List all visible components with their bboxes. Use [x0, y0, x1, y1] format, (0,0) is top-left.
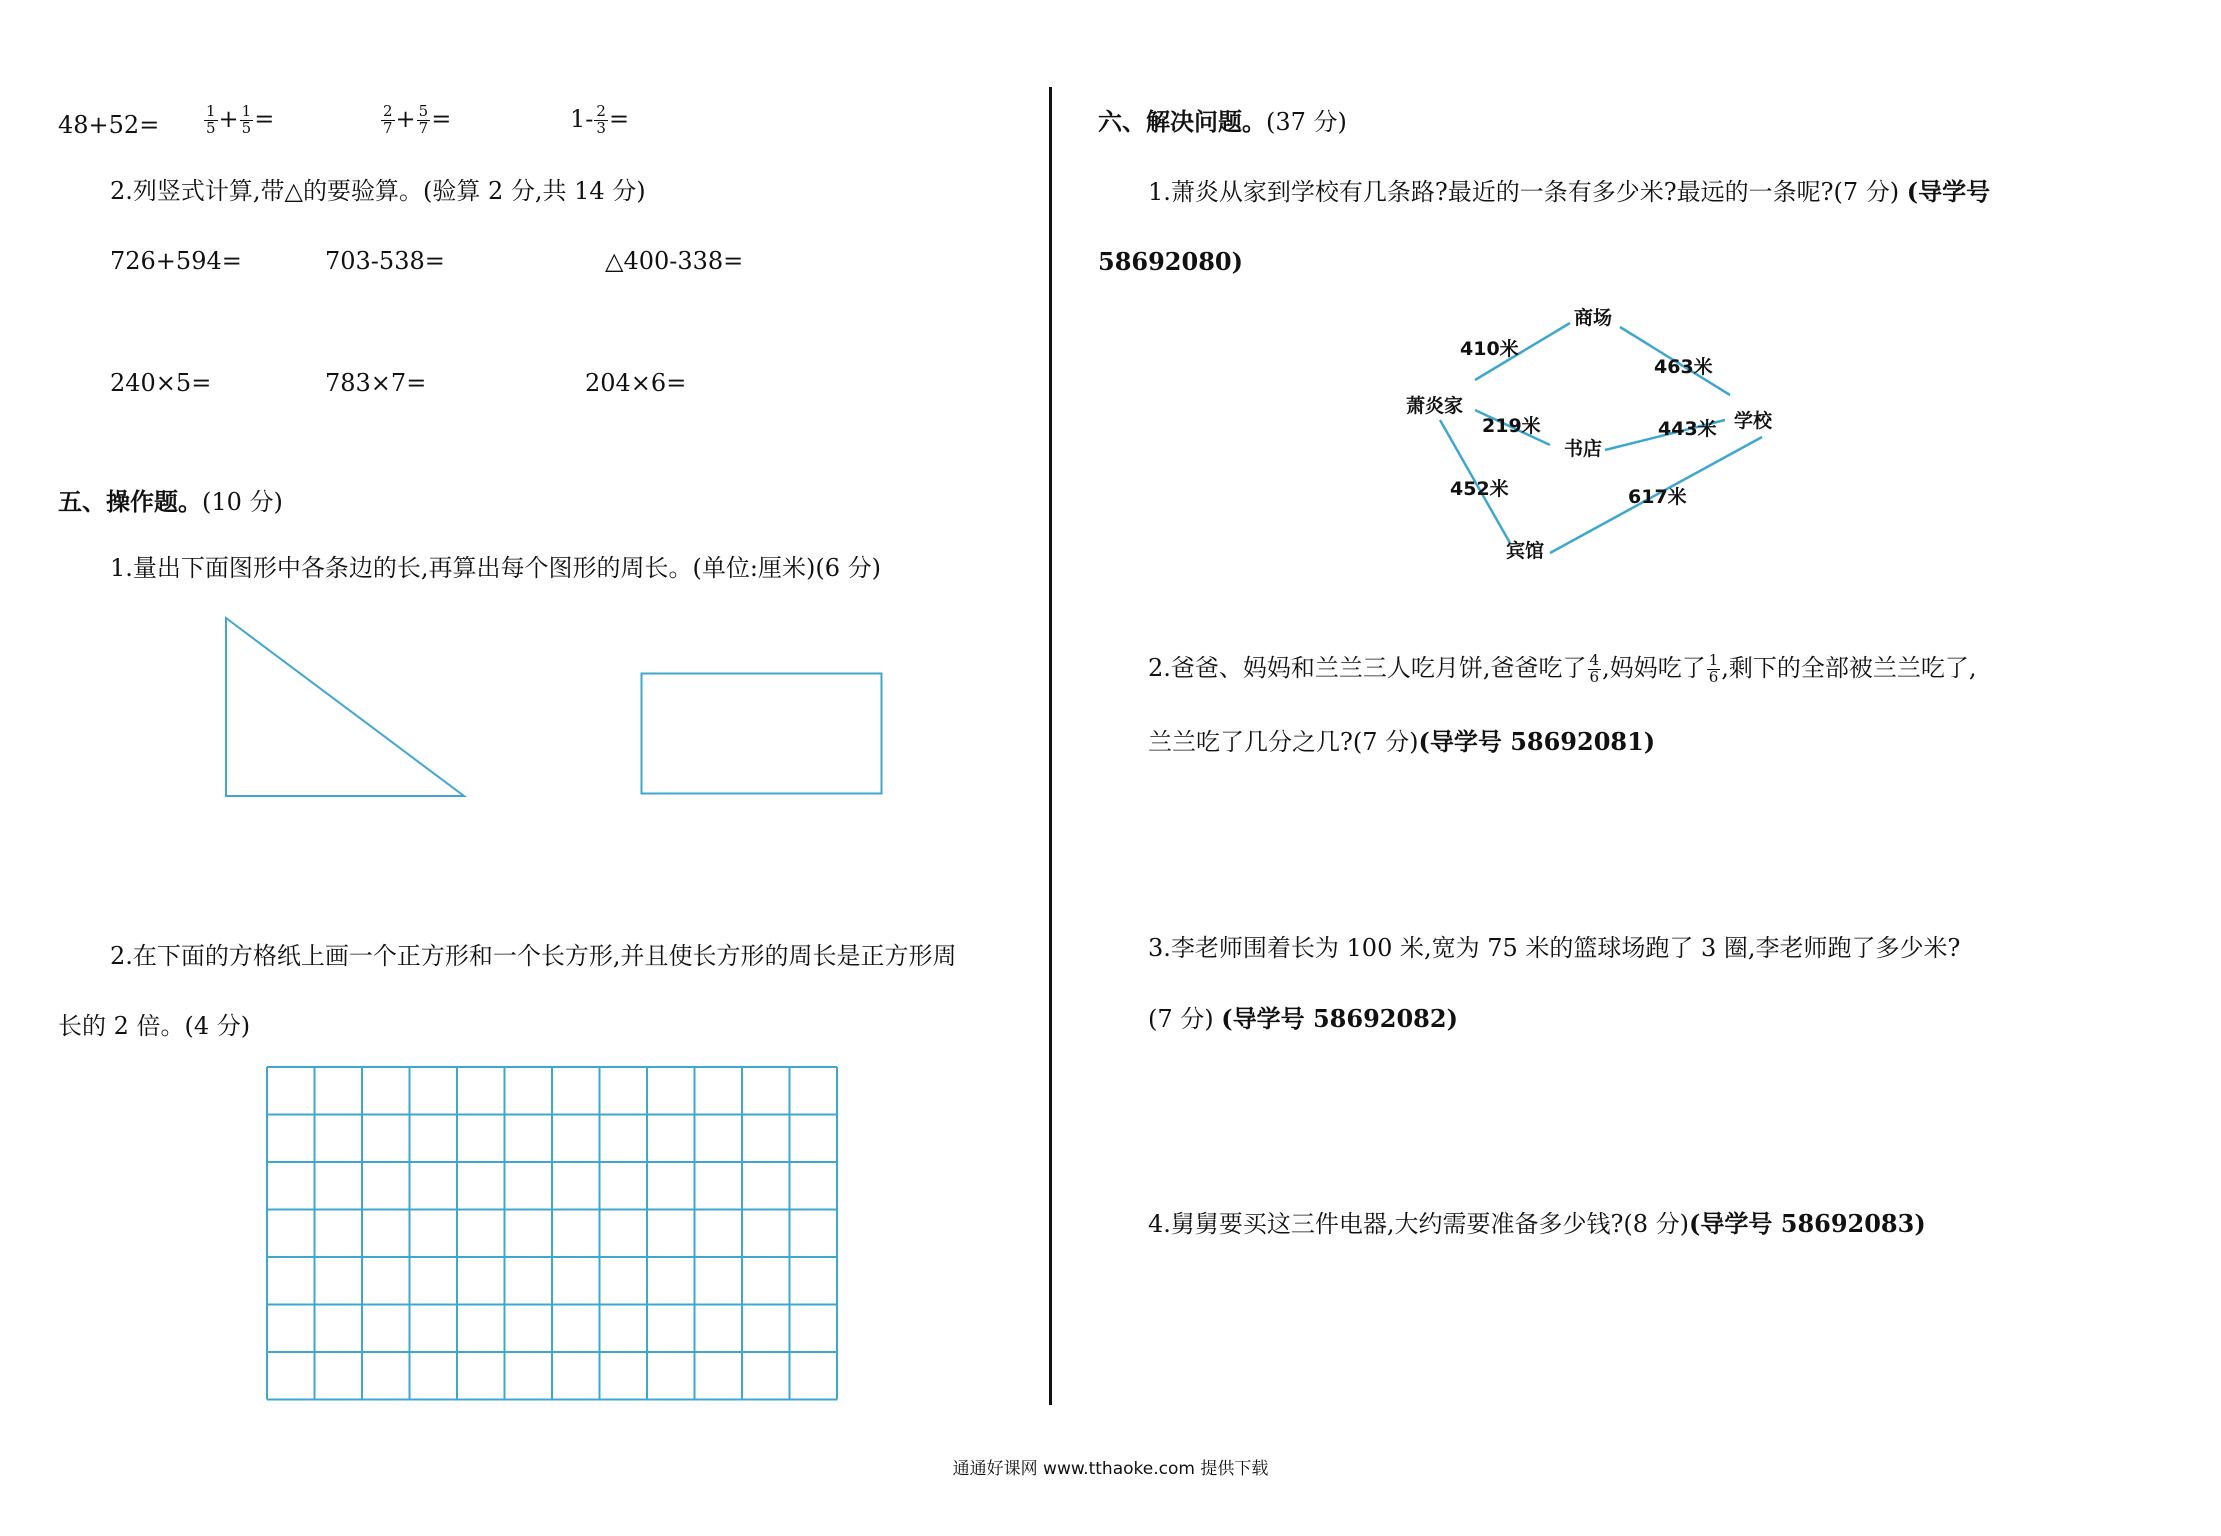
section-5-heading: 五、操作题。(10 分): [58, 487, 283, 516]
oral-expr-2: $\frac{1}{5}$ + $\frac{1}{5}$ =: [206, 102, 275, 137]
vertical-calc-title: 2.列竖式计算,带△的要验算。(验算 2 分,共 14 分): [110, 177, 646, 205]
fraction: $\frac{5}{7}$: [418, 102, 429, 137]
column-divider: [1049, 87, 1052, 1405]
fraction: $\frac{2}{7}$: [383, 102, 393, 137]
map-label-bookstore: 书店: [1564, 438, 1603, 460]
grid-paper: [265, 1065, 845, 1405]
oral-expr-3: $\frac{2}{7}$ + $\frac{5}{7}$ =: [383, 102, 452, 137]
oral-expr-4: 1- $\frac{2}{3}$ =: [570, 102, 630, 137]
question-5-1: 1.量出下面图形中各条边的长,再算出每个图形的周长。(单位:厘米)(6 分): [110, 554, 881, 582]
distance-label: 463米: [1654, 356, 1713, 378]
distance-label: 452米: [1450, 478, 1509, 500]
calc-expr: △400-338=: [605, 247, 744, 275]
question-6-1-line1: 1.萧炎从家到学校有几条路?最近的一条有多少米?最远的一条呢?(7 分) (导学号: [1148, 177, 1991, 206]
map-label-school: 学校: [1734, 410, 1773, 432]
question-6-2-line1: 2.爸爸、妈妈和兰兰三人吃月饼,爸爸吃了 $\frac{4}{6}$ ,妈妈吃了 $\frac{1}{6}$ ,剩下的全部被兰兰吃了,: [1148, 651, 1977, 686]
question-5-2-line1: 2.在下面的方格纸上画一个正方形和一个长方形,并且使长方形的周长是正方形周: [110, 942, 957, 970]
distance-label: 219米: [1482, 415, 1541, 437]
map-label-home: 萧炎家: [1406, 395, 1464, 417]
question-6-3-line2: (7 分) (导学号 58692082): [1148, 1004, 1458, 1033]
question-6-1-line2: 58692080): [1098, 247, 1243, 276]
triangle-figure: [220, 612, 470, 802]
distance-label: 617米: [1628, 486, 1687, 508]
calc-expr: 726+594=: [110, 247, 242, 275]
fraction: $\frac{1}{5}$: [206, 102, 216, 137]
page-footer: 通通好课网 www.tthaoke.com 提供下载: [952, 1459, 1269, 1479]
fraction: $\frac{2}{3}$: [596, 102, 606, 137]
fraction: $\frac{1}{5}$: [241, 102, 252, 137]
oral-expr-1: 48+52=: [58, 111, 160, 139]
rectangle-figure: [640, 672, 885, 797]
question-6-4: 4.舅舅要买这三件电器,大约需要准备多少钱?(8 分)(导学号 58692083): [1148, 1209, 1926, 1238]
map-label-mall: 商场: [1574, 307, 1613, 329]
question-5-2-line2: 长的 2 倍。(4 分): [58, 1012, 251, 1040]
fraction: $\frac{4}{6}$: [1589, 651, 1600, 686]
fraction: $\frac{1}{6}$: [1708, 651, 1719, 686]
distance-label: 443米: [1658, 418, 1717, 440]
section-6-heading: 六、解决问题。(37 分): [1098, 107, 1347, 136]
route-map: [1390, 295, 1790, 575]
question-6-3-line1: 3.李老师围着长为 100 米,宽为 75 米的篮球场跑了 3 圈,李老师跑了多少米?: [1148, 934, 1961, 962]
calc-expr: 703-538=: [325, 247, 445, 275]
question-6-2-line2: 兰兰吃了几分之几?(7 分)(导学号 58692081): [1148, 727, 1656, 756]
calc-expr: 204×6=: [585, 369, 687, 397]
calc-expr: 783×7=: [325, 369, 427, 397]
map-label-hotel: 宾馆: [1506, 540, 1545, 562]
calc-expr: 240×5=: [110, 369, 212, 397]
distance-label: 410米: [1460, 338, 1519, 360]
